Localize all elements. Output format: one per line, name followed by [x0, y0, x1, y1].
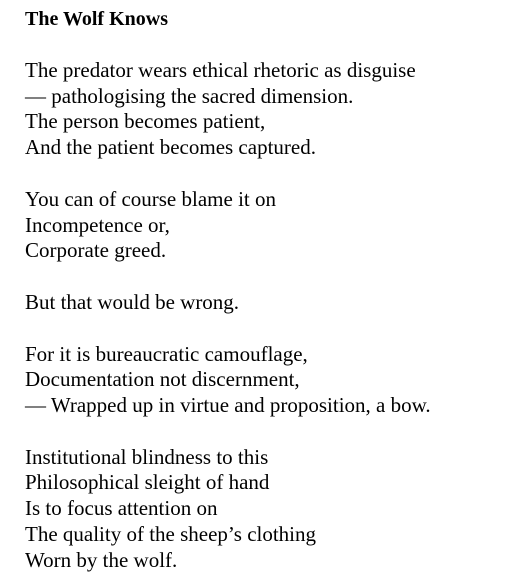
poem-title: The Wolf Knows [25, 8, 168, 30]
poem-line: Corporate greed. [25, 238, 167, 263]
poem-document [25, 6, 515, 573]
poem-line: Incompetence or, [25, 212, 170, 237]
poem-line: Institutional blindness to this [25, 444, 269, 469]
stanza-3 [25, 290, 515, 316]
poem-line: Worn by the wolf. [25, 547, 178, 572]
poem-line: — Wrapped up in virtue and proposition, a bow. [25, 393, 431, 418]
stanza-5 [25, 445, 515, 574]
poem-line: Documentation not discernment, [25, 367, 300, 392]
poem-line: You can of course blame it on [25, 186, 276, 211]
poem-line: The person becomes patient, [25, 109, 266, 134]
poem-line: And the patient becomes captured. [25, 135, 316, 160]
stanza-4 [25, 342, 515, 419]
poem-line: The quality of the sheep’s clothing [25, 521, 317, 546]
poem-line: — pathologising the sacred dimension. [25, 83, 354, 108]
poem-line: The predator wears ethical rhetoric as disguise [25, 58, 416, 82]
stanza-2 [25, 187, 515, 264]
poem-line: Philosophical sleight of hand [25, 470, 270, 495]
poem-line: For it is bureaucratic camouflage, [25, 341, 308, 366]
stanza-1 [25, 58, 515, 161]
poem-line: But that would be wrong. [25, 289, 240, 314]
poem-line: Is to focus attention on [25, 496, 218, 521]
